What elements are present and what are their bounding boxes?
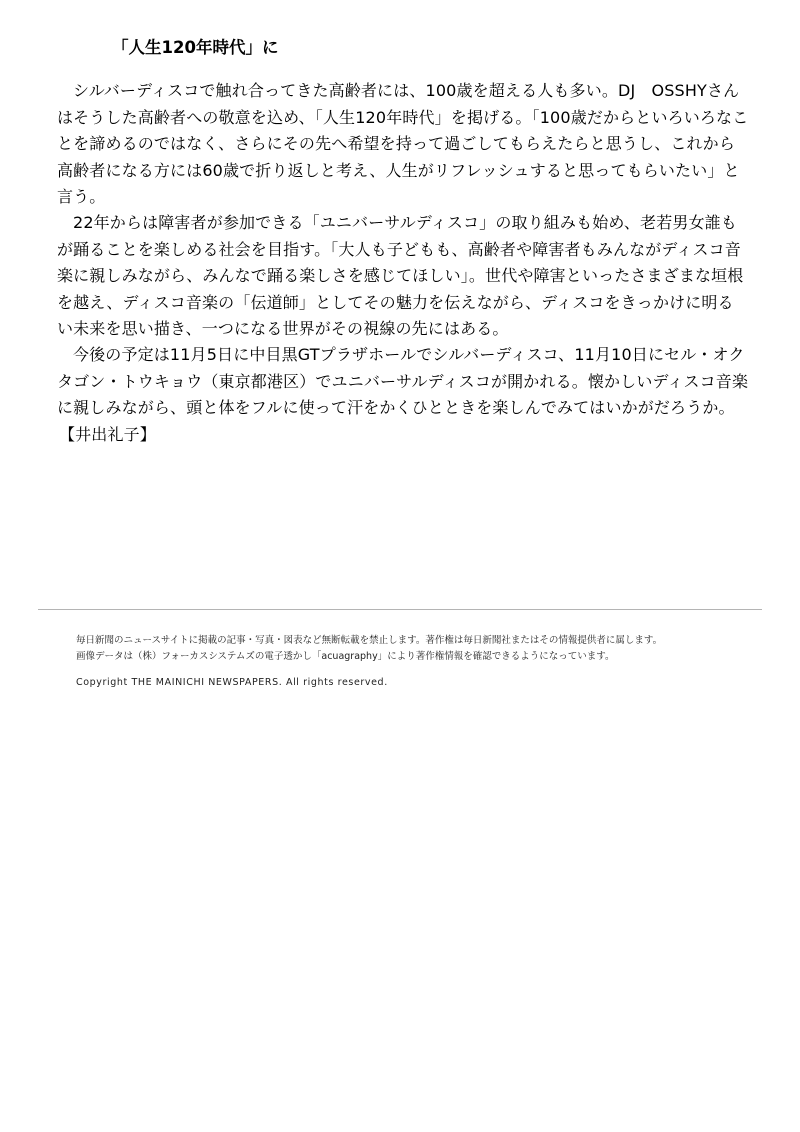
section-heading: 「人生120年時代」に xyxy=(112,38,279,57)
article-body xyxy=(57,78,749,448)
article-paragraph: シルバーディスコで触れ合ってきた高齢者には、100歳を超える人も多い。DJ OSSHYさんはそうした高齢者への敬意を込め、「人生120年時代」を掲げる。「100歳だからといろいろなことを諦めるのではなく、さらにその先へ希望を持って過ごしてもらえたらと思うし、これから高齢者になる方には60歳で折り返しと考え、人生がリフレッシュすると思ってもらいたい」と言う。 xyxy=(57,81,749,206)
byline: 【井出礼子】 xyxy=(59,424,156,444)
copyright-line: Copyright THE MAINICHI NEWSPAPERS. All rights reserved. xyxy=(76,677,388,688)
copyright-footer xyxy=(76,633,726,691)
article-paragraph: 22年からは障害者が参加できる「ユニバーサルディスコ」の取り組みも始め、老若男女誰もが踊ることを楽しめる社会を目指す。「大人も子どもも、高齢者や障害者もみんながディスコ音楽に親しみながら、みんなで踊る楽しさを感じてほしい」。世代や障害といったさまざまな垣根を越え、ディスコ音楽の「伝道師」としてその魅力を伝えながら、ディスコをきっかけに明るい未来を思い描き、一つになる世界がその視線の先にはある。 xyxy=(57,213,744,338)
article-paragraph-text: 今後の予定は11月5日に中目黒GTプラザホールでシルバーディスコ、11月10日にセル・オクタゴン・トウキョウ（東京都港区）でユニバーサルディスコが開かれる。懐かしいディスコ音楽に親しみながら、頭と体をフルに使って汗をかくひとときを楽しんでみてはいかがだろうか。 xyxy=(57,345,749,417)
reprint-notice: 毎日新聞のニュースサイトに掲載の記事・写真・図表など無断転載を禁止します。著作権は毎日新聞社またはその情報提供者に属します。 xyxy=(76,635,663,646)
watermark-notice: 画像データは（株）フォーカスシステムズの電子透かし「acuagraphy」により著作権情報を確認できるようになっています。 xyxy=(76,651,615,662)
footer-divider xyxy=(38,609,762,610)
article-paragraph xyxy=(57,342,749,448)
